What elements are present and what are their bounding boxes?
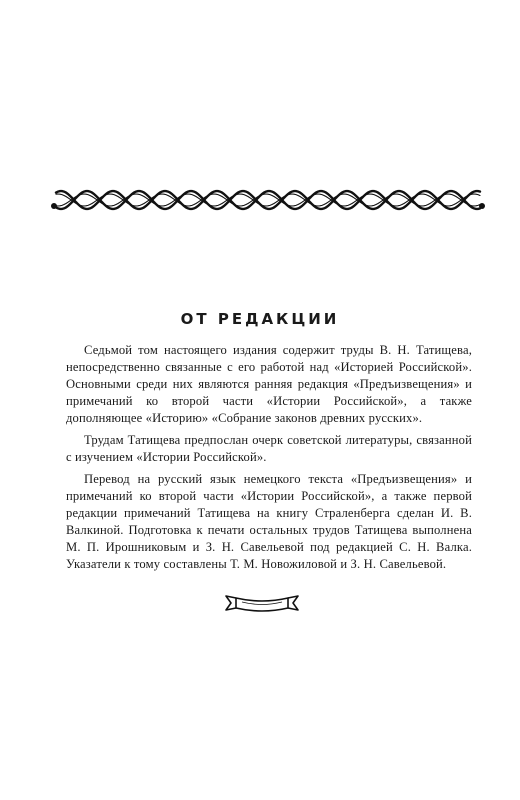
paragraph: Перевод на русский язык немецкого текста «Предъизвещения» и примечаний ко второй части «Истории Российской», а также первой редакции примечаний Татищева на книгу Страленберга сделан И. В. Валкиной. Подготовка к печати остальных трудов Татищева выполнена М. П. Ирошниковым и З. Н. Савельевой под редакцией С. Н. Валка. Указатели к тому составлены Т. М. Новожиловой и З. Н. Савельевой. xyxy=(66,472,472,571)
paragraph: Седьмой том настоящего издания содержит труды В. Н. Татищева, непосредственно связанные с его работой над «Историей Российской». Основными среди них являются ранняя редакция «Предъизвещения» и примечаний ко второй части «Истории Российской», а также дополняющее «Историю» «Собрание законов древних русских». xyxy=(66,343,472,425)
paragraph: Трудам Татищева предпослан очерк советской литературы, связанной с изучением «Истории Российской». xyxy=(66,433,472,464)
ribbon-banner-ornament xyxy=(222,590,302,618)
editorial-text xyxy=(66,342,472,573)
braided-vine-ornament xyxy=(48,180,488,220)
page-title: ОТ РЕДАКЦИИ xyxy=(180,310,340,328)
